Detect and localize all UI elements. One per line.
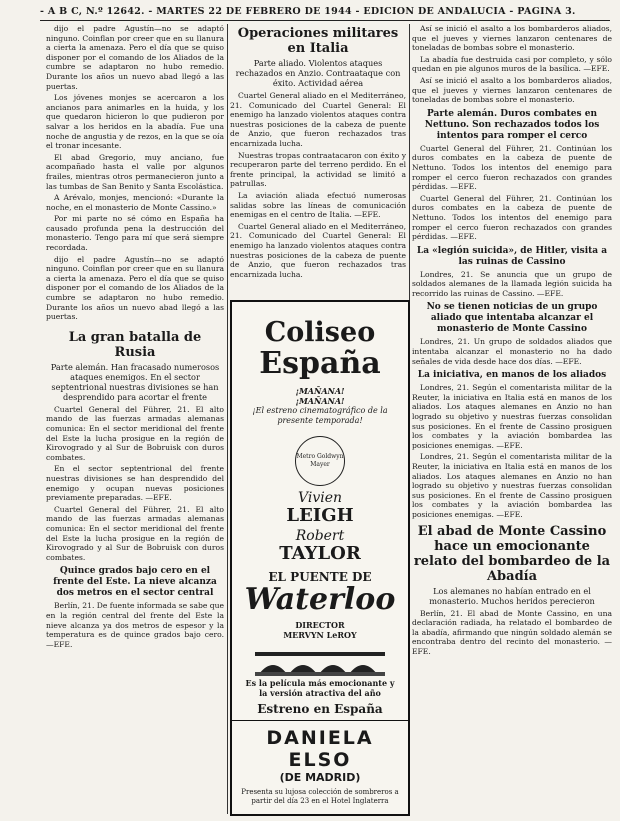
russia-battle-title: La gran batalla de Rusia bbox=[68, 329, 202, 360]
article-paragraph: Berlín, 21. De fuente informada se sabe que en la región central del frente del Este la nieve alcanza ya dos metros de espesor y la temperatura es de quince grados bajo cero. —EFE. bbox=[46, 601, 224, 649]
article-paragraph: Por mi parte no sé cómo en España ha causado profunda pena la destrucción del monasterio. Tengo para mí que será siempre recordada. bbox=[46, 214, 224, 253]
article-paragraph: Berlín, 21. El abad de Monte Cassino, en una declaración radiada, ha relatado el bombardeo de la abadía, afirmando que ningún soldado alemán se encontraba dentro del recinto del monasterio. —EFE. bbox=[412, 608, 612, 656]
ad-cinema-name: Coliseo bbox=[264, 317, 376, 348]
article-paragraph: En el sector septentrional del frente nuestras divisiones se han desprendido del enemigo y ocupan nuevas posiciones previamente preparadas. —EFE. bbox=[46, 464, 224, 503]
article-paragraph: La aviación aliada efectuó numerosas salidas sobre las líneas de comunicación enemigas en el centro de Italia. —EFE. bbox=[230, 190, 406, 220]
column-two bbox=[230, 24, 406, 314]
allied-group-title: No se tienen noticias de un grupo aliado que intentaba alcanzar el monasterio de Monte Cassino bbox=[426, 302, 598, 335]
ad-estreno: Estreno en España bbox=[232, 702, 408, 721]
coliseo-espana-advertisement bbox=[230, 300, 410, 816]
ad-manana: ¡MAÑANA! bbox=[295, 386, 345, 396]
ad-manana: ¡MAÑANA! bbox=[295, 396, 345, 406]
abbot-title: El abad de Monte Cassino hace un emocionante relato del bombardeo de la Abadía bbox=[413, 523, 611, 584]
article-paragraph: Londres, 21. Un grupo de soldados aliados que intentaba alcanzar el monasterio no ha dado señales de vida desde hace dos días. —EFE. bbox=[412, 337, 612, 366]
bridge-illustration-icon bbox=[255, 642, 385, 676]
ad-daniela-elso: DANIELA ELSO bbox=[266, 727, 374, 771]
article-paragraph: A Arévalo, monjes, mencionó: «Durante la noche, en el monasterio de Monte Cassino.» bbox=[46, 193, 224, 212]
cold-front-title: Quince grados bajo cero en el frente del Este. La nieve alcanza dos metros en el sector central bbox=[53, 566, 217, 599]
ad-cinema-name-2: España bbox=[259, 346, 381, 381]
ad-note: la versión atractiva del año bbox=[259, 688, 381, 698]
article-paragraph: Cuartel General del Führer, 21. Continúan los duros combates en la cabeza de puente de Nettuno. Todos los intentos del enemigo para romper el cerco fueron rechazados con grandes pérdidas. —EFE. bbox=[412, 143, 612, 192]
italy-operations-title: Operaciones militares en Italia bbox=[237, 26, 399, 56]
article-paragraph: dijo el padre Agustín—no se adaptó ninguno. Coinflan por creer que en su llanura a cierta la amenaza. Pero el día que se quiso disponer por el comando de los Aliados de la cumbre se adaptaron no hubo remedio. Durante los años un nuevo abad llegó a las puertas. bbox=[46, 254, 224, 322]
column-one bbox=[46, 24, 224, 814]
ad-star-first: Vivien bbox=[297, 490, 343, 506]
ad-star-last: LEIGH bbox=[286, 505, 354, 526]
article-paragraph: El abad Gregorio, muy anciano, fue acompañado hasta el valle por algunos frailes, mientras otros permanecieron junto a las tumbas de San Benito y Santa Escolástica. bbox=[46, 152, 224, 191]
article-paragraph: Nuestras tropas contraatacaron con éxito y recuperaron parte del terreno perdido. En el frente principal, la actividad se limitó a patrullas. bbox=[230, 150, 406, 189]
ad-star-last: TAYLOR bbox=[279, 543, 361, 564]
article-paragraph: Londres, 21. Según el comentarista militar de la Reuter, la iniciativa en Italia está en manos de los aliados. Los ataques alemanes en Anzio no han logrado su objetivo y nuestras fuerzas consolidan sus posiciones. En el frente de Cassino prosiguen los combates y la aviación bombardea las posiciones enemigas. —EFE. bbox=[412, 452, 612, 519]
ad-director-label: DIRECTOR bbox=[295, 620, 345, 630]
article-paragraph: Cuartel General del Führer, 21. Continúan los duros combates en la cabeza de puente de Nettuno. Todos los intentos del enemigo para romper el cerco fueron rechazados con grandes pérdidas. —EFE. bbox=[412, 193, 612, 242]
article-paragraph: Así se inició el asalto a los bombarderos aliados, que el jueves y viernes lanzaron centenares de toneladas de bombas sobre el monasterio. bbox=[412, 75, 612, 105]
nettuno-title: Parte alemán. Duros combates en Nettuno. Son rechazados todos los intentos para romper el cerco bbox=[424, 108, 600, 141]
article-paragraph: Los jóvenes monjes se acercaron a los ancianos para animarles en la huida, y los que quedaron hicieron lo que pudieron por salvar a los heridos en la abadía. Fue una noche de angustia y de rezos, en la que se oía el tronar incesante. bbox=[46, 93, 224, 151]
russia-battle-subtitle: Parte alemán. Han fracasado numerosos ataques enemigos. En el sector septentrional nuestras divisiones se han desprendido para acortar el frente bbox=[50, 361, 220, 402]
article-paragraph: Cuartel General del Führer, 21. El alto mando de las fuerzas armadas alemanas comunica: En el sector meridional del frente del Este la lucha prosigue en la región de Kirovogrado y al Sur de Bobruisk con duros combates. bbox=[46, 504, 224, 562]
ad-footer-text: Presenta su lujosa colección de sombreros a partir del día 23 en el Hotel Inglaterra bbox=[241, 788, 399, 805]
ad-note: Es la película más emocionante y bbox=[245, 678, 395, 688]
ad-film-title-2: Waterloo bbox=[244, 582, 396, 617]
italy-operations-subtitle: Parte aliado. Violentos ataques rechazados en Anzio. Contraataque con éxito. Actividad aérea bbox=[235, 58, 401, 88]
column-rule bbox=[227, 24, 228, 814]
studio-logo-icon bbox=[295, 436, 345, 486]
article-paragraph: Londres, 21. Según el comentarista militar de la Reuter, la iniciativa en Italia está en manos de los aliados. Los ataques alemanes en Anzio no han logrado su objetivo y nuestras fuerzas consolidan sus posiciones. En el frente de Cassino prosiguen los combates y la aviación bombardea las posiciones enemigas. —EFE. bbox=[412, 383, 612, 450]
initiative-title: La iniciativa, en manos de los aliados bbox=[417, 370, 607, 381]
ad-film-title: EL PUENTE DE bbox=[268, 570, 372, 584]
studio-logo-text: Metro Goldwyn Mayer bbox=[296, 453, 344, 468]
abbot-subtitle: Los alemanes no habían entrado en el monasterio. Muchos heridos perecieron bbox=[429, 585, 595, 606]
article-paragraph: Cuartel General aliado en el Mediterráneo, 21. Comunicado del Cuartel General: El enemigo ha lanzado violentos ataques contra nuestras posiciones de la cabeza de puente de Anzio, que fueron rechazados tras encarnizada lucha. bbox=[230, 91, 406, 148]
column-three bbox=[412, 24, 612, 819]
article-paragraph: Cuartel General del Führer, 21. El alto mando de las fuerzas armadas alemanas comunica: En el sector meridional del frente del Este la lucha prosigue en la región de Kirovogrado y al Sur de Bobruisk con duros combates. bbox=[46, 404, 224, 462]
article-paragraph: Así se inició el asalto a los bombarderos aliados, que el jueves y viernes lanzaron centenares de toneladas de bombas sobre el monasterio. bbox=[412, 24, 612, 53]
ad-director: MERVYN LeROY bbox=[283, 630, 357, 640]
page-header: - A B C, N.º 12642. - MARTES 22 DE FEBRERO DE 1944 - EDICION DE ANDALUCIA - PAGINA 3. bbox=[40, 6, 610, 21]
ad-madrid: (DE MADRID) bbox=[279, 771, 361, 784]
article-paragraph: dijo el padre Agustín—no se adaptó ninguno. Coinflan por creer que en su llanura a cierta la amenaza. Pero el día que se quiso disponer por el comando de los Aliados de la cumbre se adaptaron no hubo remedio. Durante los años un nuevo abad llegó a las puertas. bbox=[46, 24, 224, 91]
article-paragraph: Cuartel General aliado en el Mediterráneo, 21. Comunicado del Cuartel General: El enemigo ha lanzado violentos ataques contra nuestras posiciones de la cabeza de puente de Anzio, que fueron rechazados tras encarnizada lucha. bbox=[230, 221, 406, 279]
article-paragraph: Londres, 21. Se anuncia que un grupo de soldados alemanes de la llamada legión suicida ha recorrido las ruinas de Cassino. —EFE. bbox=[412, 269, 612, 298]
legion-title: La «legión suicida», de Hitler, visita a las ruinas de Cassino bbox=[416, 245, 608, 267]
article-paragraph: La abadía fue destruida casi por completo, y sólo quedan en pie algunos muros de la basílica. —EFE. bbox=[412, 54, 612, 74]
ad-star-first: Robert bbox=[295, 528, 345, 544]
ad-event: presente temporada! bbox=[277, 416, 363, 425]
ad-event: ¡El estreno cinematográfico de la bbox=[252, 406, 388, 415]
